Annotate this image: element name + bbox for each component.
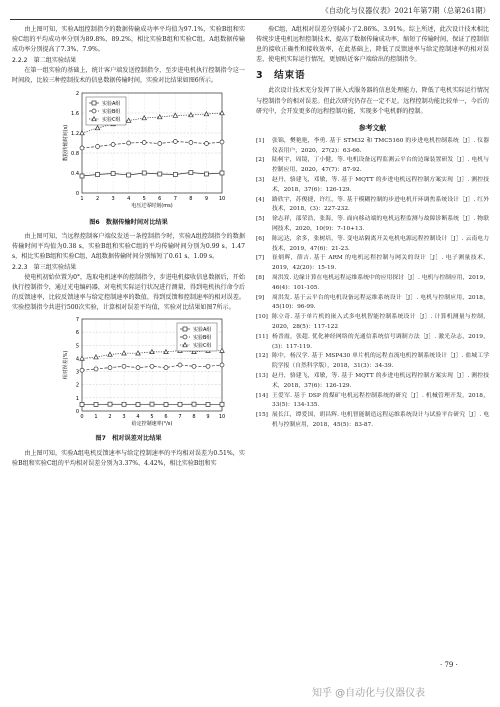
reference-text: 赵丹，骆建飞，邓敏，等. 基于 MQTT 的步进电机远程控制方案实现［J］. 测控技术，2018，37(6)：126-129. <box>272 372 489 389</box>
reference-item <box>256 372 489 392</box>
paragraph: 由上图可知，实验A组控制指令的数据传输成功率平均值为97.1%，实验B组和实验C组的平均成功率分别为89.8%、89.2%，相比实验B组和实验C组，A组数据传输成功率分别提高了7.3%、7.9%。 <box>12 26 245 54</box>
x-tick-label: 7 <box>178 414 182 421</box>
x-tick-label: 9 <box>204 195 209 202</box>
reference-number: [11] <box>256 333 268 340</box>
x-tick-label: 4 <box>127 195 131 202</box>
y-tick-label: 3 <box>75 369 79 376</box>
x-tick-label: 3 <box>111 195 115 202</box>
data-point-triangle <box>80 357 84 361</box>
right-column <box>256 25 489 431</box>
data-point-circle <box>94 367 98 371</box>
running-header: 《自动化与仪器仪表》2021年第7期（总第261期） <box>321 6 490 15</box>
y-tick-label: 2 <box>75 383 79 390</box>
legend-label: 实验B组 <box>102 108 121 115</box>
data-point-square <box>192 403 196 407</box>
y-axis-label: 相对误差(%) <box>63 351 69 380</box>
paragraph: 验C组，A组相对误差分别减小了2.86%、3.91%。综上所述，此次设计技术相比传统步进电机远程控制技术，提高了数据传输成功率，缩短了传输时间，保证了控制信息的接收正确性和接收效率，在此基础上，降低了反馈速率与给定控制速率的相对误差，使电机实际运行情况，更加贴近客户端给出的控制指令。 <box>256 26 489 64</box>
x-tick-label: 1 <box>80 195 84 202</box>
reference-number: [14] <box>256 392 268 399</box>
reference-item <box>256 137 489 157</box>
reference-text: 陆柯宇，周镜，丁小健，等. 电机设备远程监测云平台的边缘装置研发［J］. 电机与控制应用，2020，47(7)：87-92. <box>272 157 489 174</box>
data-point-circle <box>80 369 84 373</box>
reference-number: [5] <box>256 216 265 223</box>
reference-number: [3] <box>256 177 265 184</box>
y-tick-label: 1 <box>75 396 79 403</box>
data-point-square <box>96 172 100 176</box>
paragraph: 由上图可知，当远程控制客户端仪发送一条控制指令时，实验A组控制指令的数据传输时间平均值为0.38 s，实验B组和实验C组的平均传输时间分别为0.99 s、1.47 s，相比实验B组和实验C组，A组数据传输时间分别缩短了0.61 s、1.09 s。 <box>12 232 245 260</box>
paragraph: 由上图可知，实验A组电机反馈速率与给定控制速率的平均相对误差为0.51%，实验B组和实验C组的平均相对误差分别为3.37%、4.42%，相比实验B组和实 <box>12 449 245 467</box>
left-column <box>12 25 245 469</box>
data-point-triangle <box>150 350 154 354</box>
reference-item <box>256 294 489 314</box>
y-tick-label: 7 <box>75 317 79 324</box>
data-point-circle <box>173 139 177 143</box>
x-tick-label: 9 <box>206 414 210 421</box>
figure-caption: 图7 相对误差对比结果 <box>95 435 162 443</box>
data-point-circle <box>108 366 112 370</box>
x-axis-label: 电压过零时刻(ms) <box>131 202 173 209</box>
x-tick-label: 8 <box>189 195 193 202</box>
reference-item <box>256 274 489 294</box>
data-point-square <box>220 403 224 407</box>
reference-item <box>256 352 489 372</box>
x-tick-label: 2 <box>95 195 100 202</box>
reference-text: 周洪发. 边缘计算在电机远程运维系统中的应用探讨［J］. 电机与控制应用，2019，46(4)：101-105. <box>272 275 489 291</box>
data-point-square <box>142 171 146 175</box>
reference-text: 王爱军. 基于 DSP 的煤矿电机远程控制系统的研究［J］. 机械管理开发，2018，33(5)：134-135. <box>272 392 489 409</box>
data-point-square <box>150 403 154 407</box>
reference-number: [10] <box>256 314 268 321</box>
data-point-triangle <box>164 350 168 354</box>
data-point-square <box>183 327 187 331</box>
chart-fig6 <box>12 87 245 217</box>
figure-6 <box>12 87 245 228</box>
data-point-square <box>189 170 193 174</box>
data-point-circle <box>122 365 126 369</box>
data-point-circle <box>142 140 146 144</box>
legend-label: 实验C组 <box>193 343 212 350</box>
reference-text: 赵丹，骆建飞，邓敏，等. 基于 MQTT 的步进电机远程控制方案实现［J］. 测控技术，2018，37(6)：126-129. <box>272 177 489 193</box>
x-tick-label: 5 <box>142 195 146 202</box>
x-tick-label: 2 <box>108 414 112 421</box>
x-tick-label: 8 <box>192 414 196 421</box>
data-point-triangle <box>220 110 224 114</box>
x-tick-label: 10 <box>218 414 226 421</box>
x-tick-label: 6 <box>158 195 162 202</box>
reference-number: [1] <box>256 137 265 144</box>
legend-label: 实验B组 <box>193 335 212 342</box>
y-tick-label: 0.8 <box>71 150 79 157</box>
data-point-circle <box>220 363 224 367</box>
y-tick-label: 5 <box>75 343 79 350</box>
data-point-square <box>94 403 98 407</box>
data-point-square <box>158 172 162 176</box>
data-point-square <box>204 172 208 176</box>
x-tick-label: 5 <box>150 414 154 421</box>
data-point-circle <box>92 109 96 113</box>
reference-list <box>256 137 489 431</box>
data-point-circle <box>206 365 210 369</box>
reference-text: 陈立奇. 基于单片机的嵌入式多电机智能控制系统设计［J］. 计算机测量与控制，2020，28(5)：117-122 <box>272 314 489 330</box>
reference-text: 崔炳晖，薛吉. 基于 ARM 的电机远程控制与网关的设计［J］. 电子测量技术，2019，42(20)：15-19. <box>272 255 489 272</box>
watermark: 知乎 @自动化与仪器仪表 <box>312 688 426 699</box>
reference-text: 张锦，樊艳艳，李勇. 基于 STM32 和 TMC5160 的步进电机控制系统［J］. 仪器仪表用户，2020，27(2)：63-66. <box>272 137 489 154</box>
reference-item <box>256 392 489 412</box>
reference-number: [7] <box>256 255 265 262</box>
reference-text: 路欣宇，苏俊捷，许红，等. 基于模糊控制的步进电机开环调焦系统设计［J］. 红外技术，2018，(3)：227-232. <box>272 196 489 213</box>
chart-fig7 <box>12 313 245 433</box>
references-heading: 参考文献 <box>358 123 387 132</box>
subsection-heading: 2.2.2 第二组实验结果 <box>12 57 77 65</box>
y-tick-label: 1.6 <box>71 110 79 117</box>
data-point-square <box>108 403 112 407</box>
data-point-circle <box>158 141 162 145</box>
data-point-circle <box>136 366 140 370</box>
data-point-square <box>178 403 182 407</box>
data-point-circle <box>111 142 115 146</box>
x-tick-label: 6 <box>164 414 168 421</box>
data-point-circle <box>164 366 168 370</box>
data-point-circle <box>192 365 196 369</box>
reference-text: 周洪发. 基于云平台的电机设备远程运维系统设计［J］. 电机与控制应用，2018，45(10)：96-99. <box>272 294 489 311</box>
reference-item <box>256 254 489 274</box>
data-point-circle <box>96 144 100 148</box>
data-point-circle <box>150 365 154 369</box>
data-point-square <box>122 403 126 407</box>
data-point-triangle <box>220 349 224 353</box>
reference-item <box>256 176 489 196</box>
reference-text: 徐志祥，邵荣浩，张海，等. 面向移动端的电机远程监测与故障诊断系统［J］. 物联网技术，2020，10(9)：7-10+13. <box>272 216 489 233</box>
paragraph: 此次设计技术充分发挥了嵌入式服务器的信息处理能力，降低了电机实际运行情况与控制指令的相对误差。但此次研究仍存在一定不足，远程控制功能比较单一，今后的研究中，会开发更多的远程控制功能，实现多个电机群的控制。 <box>256 87 489 115</box>
reference-item <box>256 333 489 353</box>
reference-number: [4] <box>256 196 265 203</box>
reference-text: 杨晋霞，张超. 优化神经网络的光通信系统信号调制方法［J］. 激光杂志，2019，(3)：117-119. <box>272 333 489 350</box>
data-point-square <box>111 171 115 175</box>
paragraph: 在第一组实验的基础上，统计客户端发送控制指令，至步进电机执行控制指令这一时间段，比较三种控制技术的信息数据传输时间，实验对比结果如图6所示。 <box>12 67 245 85</box>
reference-number: [6] <box>256 235 265 242</box>
data-point-circle <box>178 363 182 367</box>
data-point-square <box>80 403 84 407</box>
reference-item <box>256 313 489 333</box>
legend-label: 实验A组 <box>102 100 121 107</box>
legend-label: 实验C组 <box>102 116 121 123</box>
reference-item <box>256 215 489 235</box>
data-point-triangle <box>126 118 130 122</box>
data-point-square <box>127 173 131 177</box>
data-point-triangle <box>80 130 84 134</box>
data-point-circle <box>80 146 84 150</box>
reference-text: 展长江，谭爱国，胡昌辉. 电机智能制造远程运维系统设计与试验平台研究［J］. 电机与控制应用，2018，45(5)：83-87. <box>272 412 489 428</box>
y-tick-label: 1.2 <box>71 130 79 137</box>
reference-item <box>256 235 489 255</box>
page-number: · 79 · <box>440 661 458 669</box>
y-tick-label: 6 <box>75 330 79 337</box>
y-tick-label: 4 <box>75 356 79 363</box>
data-point-circle <box>183 335 187 339</box>
y-tick-label: 0 <box>75 190 79 197</box>
series-line <box>82 141 222 148</box>
x-tick-label: 0 <box>80 414 84 421</box>
data-point-triangle <box>94 355 98 359</box>
data-point-circle <box>127 141 131 145</box>
x-tick-label: 4 <box>136 414 140 421</box>
data-point-square <box>206 403 210 407</box>
header-rule <box>10 19 490 20</box>
x-tick-label: 1 <box>94 414 98 421</box>
reference-number: [2] <box>256 157 265 164</box>
reference-item <box>256 411 489 431</box>
y-tick-label: 0.4 <box>71 170 79 177</box>
x-tick-label: 3 <box>122 414 126 421</box>
reference-number: [8] <box>256 275 265 281</box>
y-tick-label: 2 <box>75 90 79 97</box>
legend-label: 实验A组 <box>193 327 212 334</box>
data-point-circle <box>204 141 208 145</box>
x-tick-label: 7 <box>173 195 177 202</box>
data-point-circle <box>220 140 224 144</box>
reference-number: [13] <box>256 372 268 379</box>
figure-7 <box>12 313 245 444</box>
paragraph: 使电机初始位置为0°，选取电机速率的控制指令，步进电机接收信息数据后，开始执行控制指令，通过光电编码器，对电机实际运行状况进行测量，得到电机执行命令后的反馈速率，比较反馈速率与给定控制速率的数值，得到反馈和控制速率的相对误差。实验控制指令共进行500次实验，计算相对误差平均值，实验对比结果如图7所示。 <box>12 274 245 312</box>
data-point-square <box>173 172 177 176</box>
reference-text: 陈中，杨汉学. 基于 MSP430 单片机的远程直流电机控制系统设计［J］. 盐城工学院学报（自然科学版），2018，31(3)：34-39. <box>272 353 489 370</box>
reference-item <box>256 156 489 176</box>
data-point-triangle <box>189 112 193 116</box>
data-point-square <box>164 403 168 407</box>
data-point-circle <box>189 140 193 144</box>
data-point-square <box>80 174 84 178</box>
subsection-heading: 2.2.3 第三组实验结果 <box>12 263 77 271</box>
y-tick-label: 0 <box>75 409 79 416</box>
data-point-square <box>136 403 140 407</box>
x-axis-label: 给定控制速率(°/s) <box>131 421 173 428</box>
reference-number: [15] <box>256 412 268 419</box>
reference-text: 陈远达，余多，张树培，等. 变电站隔离开关电机电源远程控制设计［J］. 云南电力技术，2019，47(6)：21-23. <box>272 235 489 252</box>
reference-item <box>256 196 489 216</box>
section-heading: 3 结束语 <box>256 70 306 82</box>
figure-caption: 图6 数据传输时间对比结果 <box>89 218 168 226</box>
data-point-square <box>92 101 96 105</box>
y-axis-label: 数据传输时间(s) <box>63 124 69 161</box>
data-point-square <box>220 171 224 175</box>
reference-number: [9] <box>256 294 265 301</box>
x-tick-label: 10 <box>218 195 226 202</box>
data-point-triangle <box>158 114 162 118</box>
reference-number: [12] <box>256 353 268 360</box>
